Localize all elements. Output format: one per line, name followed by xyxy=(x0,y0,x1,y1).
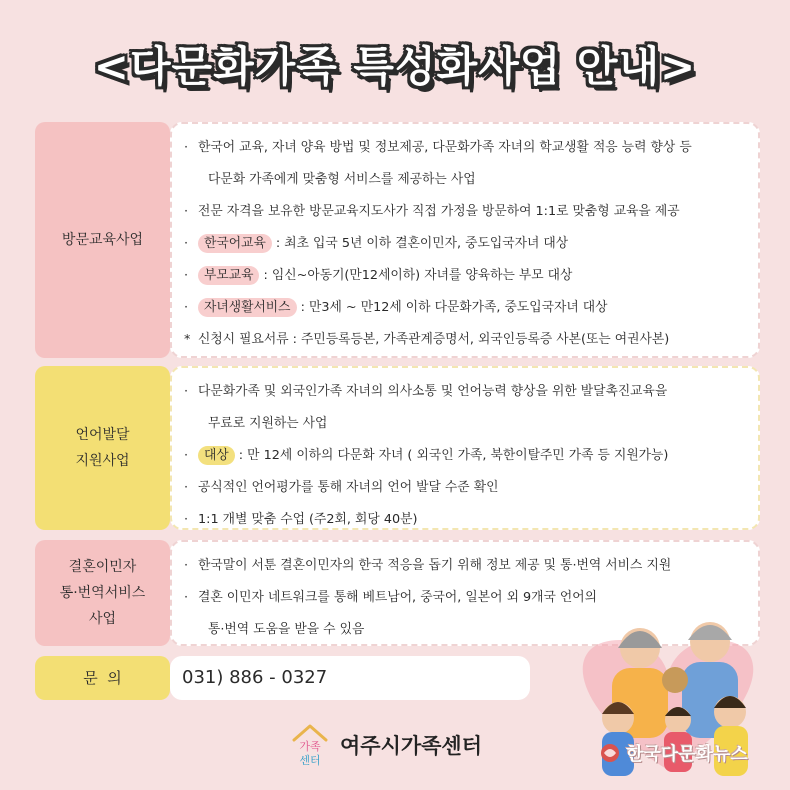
section-label-language-development: 언어발달 지원사업 xyxy=(35,366,170,530)
house-logo-icon xyxy=(290,722,330,768)
logo-name: 여주시가족센터 xyxy=(340,734,483,758)
watermark xyxy=(600,740,748,766)
list-item: · 전문 자격을 보유한 방문교육지도사가 직접 가정을 방문하여 1:1로 맞춤형 교육을 제공 xyxy=(184,204,680,219)
list-item-note: * 신청시 필요서류 : 주민등록등본, 가족관계증명서, 외국인등록증 사본(또는 여권사본) xyxy=(184,332,670,347)
logo-mark-top: 가족 xyxy=(299,740,321,753)
list-item: · 한국말이 서툰 결혼이민자의 한국 적응을 돕기 위해 정보 제공 및 통·번역 서비스 지원 xyxy=(184,558,672,573)
section-panel-visit-education xyxy=(170,122,760,358)
list-item: 다문화 가족에게 맞춤형 서비스를 제공하는 사업 xyxy=(208,172,476,187)
family-center-logo xyxy=(290,722,482,768)
list-item: · 결혼 이민자 네트워크를 통해 베트남어, 중국어, 일본어 외 9개국 언어의 xyxy=(184,590,598,605)
list-item: · 한국어교육 : 최초 입국 5년 이하 결혼이민자, 중도입국자녀 대상 xyxy=(184,236,569,251)
list-item: · 한국어 교육, 자녀 양육 방법 및 정보제공, 다문화가족 자녀의 학교생활 적응 능력 향상 등 xyxy=(184,140,692,155)
logo-mark-bottom: 센터 xyxy=(299,754,321,767)
list-item: 무료로 지원하는 사업 xyxy=(208,416,328,431)
list-item: · 자녀생활서비스 : 만3세 ~ 만12세 이하 다문화가족, 중도입국자녀 대상 xyxy=(184,300,608,315)
list-item: · 부모교육 : 임신~아동기(만12세이하) 자녀를 양육하는 부모 대상 xyxy=(184,268,573,283)
news-logo-icon xyxy=(600,743,620,763)
page-title: <다문화가족 특성화사업 안내> xyxy=(93,42,697,91)
tag-target: 대상 xyxy=(198,446,235,465)
section-label-interpretation-service: 결혼이민자 통·번역서비스 사업 xyxy=(35,540,170,646)
tag-parent-education: 부모교육 xyxy=(198,266,259,285)
list-item: · 대상 : 만 12세 이하의 다문화 자녀 ( 외국인 가족, 북한이탈주민 가족 등 지원가능) xyxy=(184,448,669,463)
contact-phone: 031) 886 - 0327 xyxy=(170,656,530,700)
tag-korean-education: 한국어교육 xyxy=(198,234,272,253)
list-item: 통·번역 도움을 받을 수 있음 xyxy=(208,622,365,637)
list-item: · 다문화가족 및 외국인가족 자녀의 의사소통 및 언어능력 향상을 위한 발달촉진교육을 xyxy=(184,384,668,399)
contact-label: 문 의 xyxy=(35,656,170,700)
list-item: · 1:1 개별 맞춤 수업 (주2회, 회당 40분) xyxy=(184,512,418,527)
section-label-visit-education: 방문교육사업 xyxy=(35,122,170,358)
section-panel-language-development xyxy=(170,366,760,530)
tag-child-life-service: 자녀생활서비스 xyxy=(198,298,297,317)
list-item: · 공식적인 언어평가를 통해 자녀의 언어 발달 수준 확인 xyxy=(184,480,499,495)
watermark-text: 한국다문화뉴스 xyxy=(626,744,748,765)
